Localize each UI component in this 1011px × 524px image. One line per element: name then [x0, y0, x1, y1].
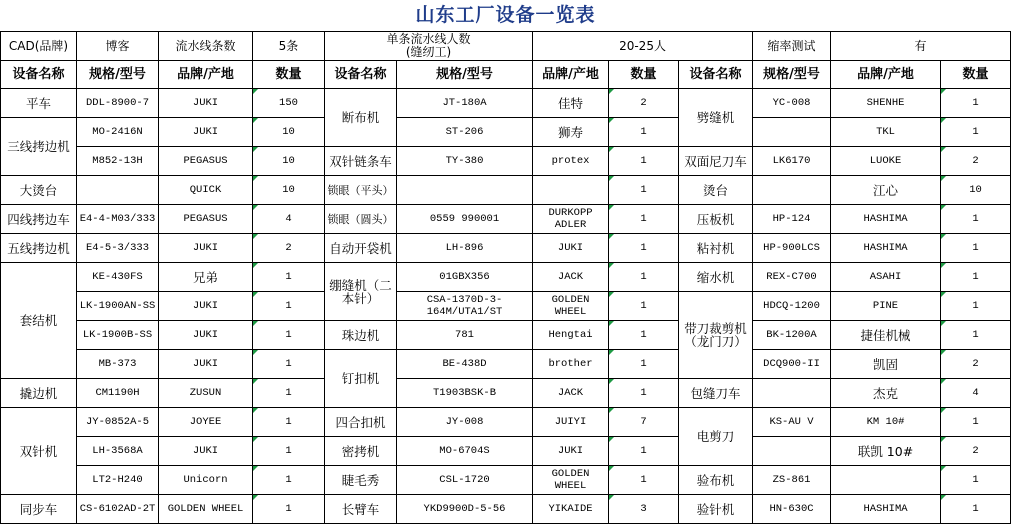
model-cell: JY-0852A-5 [77, 408, 159, 437]
brand-cell: 兄弟 [159, 263, 253, 292]
model-cell: ST-206 [397, 118, 533, 147]
shrinkage-test-value: 有 [831, 32, 1011, 61]
cad-value: 博客 [77, 32, 159, 61]
equipment-name-cell: 双面尼刀车 [679, 147, 753, 176]
model-cell: MO-6704S [397, 437, 533, 466]
quantity-cell: 1 [941, 292, 1011, 321]
brand-cell: KM 10# [831, 408, 941, 437]
equipment-name-cell: 缩水机 [679, 263, 753, 292]
table-row [1, 147, 1011, 176]
equipment-name-cell: 双针机 [1, 408, 77, 495]
shrinkage-test-label: 缩率测试 [753, 32, 831, 61]
equipment-name-cell: 同步车 [1, 495, 77, 524]
quantity-cell: 1 [253, 408, 325, 437]
table-row [1, 205, 1011, 234]
equipment-name-cell: 包缝刀车 [679, 379, 753, 408]
model-cell: REX-C700 [753, 263, 831, 292]
model-cell: HDCQ-1200 [753, 292, 831, 321]
model-cell: LT2-H240 [77, 466, 159, 495]
equipment-name-cell: 带刀裁剪机（龙门刀） [679, 292, 753, 379]
quantity-cell: 1 [253, 495, 325, 524]
quantity-cell: 1 [253, 466, 325, 495]
equipment-name-cell: 睫毛秀 [325, 466, 397, 495]
brand-cell: 狮寿 [533, 118, 609, 147]
brand-cell: DURKOPP ADLER [533, 205, 609, 234]
brand-cell: JUKI [159, 321, 253, 350]
equipment-name-cell: 珠边机 [325, 321, 397, 350]
header-model: 规格/型号 [397, 61, 533, 89]
equipment-name-cell: 验针机 [679, 495, 753, 524]
header-brand: 品牌/产地 [533, 61, 609, 89]
brand-cell: 捷佳机械 [831, 321, 941, 350]
brand-cell: JUKI [159, 437, 253, 466]
brand-cell: GOLDEN WHEEL [533, 466, 609, 495]
model-cell: KS-AU V [753, 408, 831, 437]
brand-cell: PINE [831, 292, 941, 321]
model-cell [753, 437, 831, 466]
brand-cell: JUKI [159, 350, 253, 379]
quantity-cell: 1 [253, 292, 325, 321]
brand-cell: JACK [533, 379, 609, 408]
equipment-name-cell: 长臂车 [325, 495, 397, 524]
header-brand: 品牌/产地 [831, 61, 941, 89]
quantity-cell: 1 [609, 350, 679, 379]
equipment-name-cell: 粘衬机 [679, 234, 753, 263]
quantity-cell: 2 [941, 437, 1011, 466]
table-row [1, 292, 1011, 321]
quantity-cell: 1 [941, 408, 1011, 437]
table-row [1, 379, 1011, 408]
quantity-cell: 1 [253, 379, 325, 408]
brand-cell: JACK [533, 263, 609, 292]
model-cell: CS-6102AD-2T [77, 495, 159, 524]
table-row [1, 495, 1011, 524]
workers-per-line-label-sub: (缝纫工) [405, 45, 452, 59]
workers-per-line-value: 20-25人 [533, 32, 753, 61]
model-cell: HP-124 [753, 205, 831, 234]
equipment-name-cell: 压板机 [679, 205, 753, 234]
equipment-name-cell: 撬边机 [1, 379, 77, 408]
quantity-cell: 2 [609, 89, 679, 118]
equipment-name-cell: 大烫台 [1, 176, 77, 205]
model-cell: 01GBX356 [397, 263, 533, 292]
info-row [1, 32, 1011, 61]
quantity-cell: 10 [253, 176, 325, 205]
quantity-cell: 1 [609, 205, 679, 234]
quantity-cell: 1 [253, 437, 325, 466]
header-quantity: 数量 [609, 61, 679, 89]
model-cell: HP-900LCS [753, 234, 831, 263]
quantity-cell: 1 [941, 234, 1011, 263]
quantity-cell: 10 [253, 118, 325, 147]
header-quantity: 数量 [941, 61, 1011, 89]
brand-cell: SHENHE [831, 89, 941, 118]
equipment-name-cell: 烫台 [679, 176, 753, 205]
table-row [1, 89, 1011, 118]
quantity-cell: 1 [609, 292, 679, 321]
workers-per-line-label [325, 32, 533, 61]
brand-cell: PEGASUS [159, 205, 253, 234]
brand-cell: JUKI [533, 437, 609, 466]
brand-cell: 联凯 10# [831, 437, 941, 466]
brand-cell [831, 466, 941, 495]
quantity-cell: 1 [609, 437, 679, 466]
model-cell: M852-13H [77, 147, 159, 176]
equipment-name-cell: 平车 [1, 89, 77, 118]
model-cell: T1903BSK-B [397, 379, 533, 408]
equipment-name-cell: 双针链条车 [325, 147, 397, 176]
header-model: 规格/型号 [753, 61, 831, 89]
cad-label: CAD(品牌) [1, 32, 77, 61]
quantity-cell: 1 [609, 118, 679, 147]
header-equipment-name: 设备名称 [325, 61, 397, 89]
brand-cell: ASAHI [831, 263, 941, 292]
quantity-cell: 3 [609, 495, 679, 524]
page-title: 山东工厂设备一览表 [415, 4, 596, 26]
brand-cell: Unicorn [159, 466, 253, 495]
equipment-name-cell: 四线拷边车 [1, 205, 77, 234]
equipment-name-cell: 劈缝机 [679, 89, 753, 147]
quantity-cell: 1 [253, 321, 325, 350]
model-cell: YKD9900D-5-56 [397, 495, 533, 524]
line-count-value: 5条 [253, 32, 325, 61]
brand-cell: JOYEE [159, 408, 253, 437]
quantity-cell: 10 [253, 147, 325, 176]
model-cell: LK-1900B-SS [77, 321, 159, 350]
equipment-name-cell: 套结机 [1, 263, 77, 379]
model-cell: 781 [397, 321, 533, 350]
quantity-cell: 1 [941, 89, 1011, 118]
quantity-cell: 2 [941, 147, 1011, 176]
brand-cell [533, 176, 609, 205]
brand-cell: YIKAIDE [533, 495, 609, 524]
quantity-cell: 7 [609, 408, 679, 437]
brand-cell: 佳特 [533, 89, 609, 118]
model-cell [397, 176, 533, 205]
model-cell: DCQ900-II [753, 350, 831, 379]
quantity-cell: 1 [609, 379, 679, 408]
table-row [1, 176, 1011, 205]
equipment-name-cell: 锁眼（圆头） [325, 205, 397, 234]
brand-cell: brother [533, 350, 609, 379]
brand-cell: GOLDEN WHEEL [159, 495, 253, 524]
equipment-name-cell: 锁眼（平头） [325, 176, 397, 205]
brand-cell: PEGASUS [159, 147, 253, 176]
model-cell: LK6170 [753, 147, 831, 176]
quantity-cell: 2 [941, 350, 1011, 379]
model-cell: CSA-1370D-3-164M/UTA1/ST [397, 292, 533, 321]
brand-cell: JUKI [159, 89, 253, 118]
header-quantity: 数量 [253, 61, 325, 89]
brand-cell: QUICK [159, 176, 253, 205]
model-cell: DDL-8900-7 [77, 89, 159, 118]
model-cell: LK-1900AN-SS [77, 292, 159, 321]
table-row [1, 118, 1011, 147]
brand-cell: 凯固 [831, 350, 941, 379]
header-row [1, 61, 1011, 89]
model-cell: JY-008 [397, 408, 533, 437]
equipment-name-cell: 钉扣机 [325, 350, 397, 408]
table-row [1, 466, 1011, 495]
equipment-name-cell: 验布机 [679, 466, 753, 495]
header-equipment-name: 设备名称 [679, 61, 753, 89]
model-cell: MO-2416N [77, 118, 159, 147]
brand-cell: 杰克 [831, 379, 941, 408]
model-cell: BE-438D [397, 350, 533, 379]
brand-cell: Hengtai [533, 321, 609, 350]
model-cell: LH-896 [397, 234, 533, 263]
quantity-cell: 1 [941, 495, 1011, 524]
brand-cell: JUKI [533, 234, 609, 263]
quantity-cell: 10 [941, 176, 1011, 205]
table-row [1, 437, 1011, 466]
quantity-cell: 1 [941, 321, 1011, 350]
quantity-cell: 1 [253, 350, 325, 379]
line-count-label: 流水线条数 [159, 32, 253, 61]
model-cell: JT-180A [397, 89, 533, 118]
header-equipment-name: 设备名称 [1, 61, 77, 89]
quantity-cell: 1 [609, 234, 679, 263]
brand-cell: LUOKE [831, 147, 941, 176]
model-cell: BK-1200A [753, 321, 831, 350]
quantity-cell: 1 [941, 466, 1011, 495]
header-brand: 品牌/产地 [159, 61, 253, 89]
equipment-name-cell: 断布机 [325, 89, 397, 147]
brand-cell: HASHIMA [831, 234, 941, 263]
model-cell: LH-3568A [77, 437, 159, 466]
brand-cell: GOLDEN WHEEL [533, 292, 609, 321]
brand-cell: TKL [831, 118, 941, 147]
equipment-name-cell: 五线拷边机 [1, 234, 77, 263]
model-cell: HN-630C [753, 495, 831, 524]
brand-cell: HASHIMA [831, 495, 941, 524]
model-cell: CM1190H [77, 379, 159, 408]
quantity-cell: 4 [941, 379, 1011, 408]
brand-cell: JUKI [159, 292, 253, 321]
quantity-cell: 1 [609, 176, 679, 205]
model-cell: KE-430FS [77, 263, 159, 292]
table-row [1, 263, 1011, 292]
equipment-name-cell: 密拷机 [325, 437, 397, 466]
model-cell: TY-380 [397, 147, 533, 176]
equipment-name-cell: 四合扣机 [325, 408, 397, 437]
model-cell [77, 176, 159, 205]
equipment-name-cell: 自动开袋机 [325, 234, 397, 263]
quantity-cell: 1 [941, 263, 1011, 292]
model-cell: 0559 990001 [397, 205, 533, 234]
quantity-cell: 1 [609, 466, 679, 495]
model-cell: E4-4-M03/333 [77, 205, 159, 234]
model-cell [753, 379, 831, 408]
equipment-name-cell: 三线拷边机 [1, 118, 77, 176]
quantity-cell: 150 [253, 89, 325, 118]
quantity-cell: 1 [609, 263, 679, 292]
quantity-cell: 2 [253, 234, 325, 263]
brand-cell: protex [533, 147, 609, 176]
table-row [1, 408, 1011, 437]
quantity-cell: 4 [253, 205, 325, 234]
quantity-cell: 1 [253, 263, 325, 292]
equipment-table [0, 31, 1011, 524]
header-model: 规格/型号 [77, 61, 159, 89]
model-cell: ZS-861 [753, 466, 831, 495]
model-cell: E4-5-3/333 [77, 234, 159, 263]
model-cell [753, 118, 831, 147]
quantity-cell: 1 [941, 205, 1011, 234]
brand-cell: ZUSUN [159, 379, 253, 408]
model-cell: YC-008 [753, 89, 831, 118]
table-row [1, 350, 1011, 379]
brand-cell: JUIYI [533, 408, 609, 437]
quantity-cell: 1 [609, 321, 679, 350]
equipment-name-cell: 电剪刀 [679, 408, 753, 466]
quantity-cell: 1 [609, 147, 679, 176]
model-cell [753, 176, 831, 205]
brand-cell: JUKI [159, 234, 253, 263]
model-cell: MB-373 [77, 350, 159, 379]
brand-cell: JUKI [159, 118, 253, 147]
brand-cell: HASHIMA [831, 205, 941, 234]
model-cell: CSL-1720 [397, 466, 533, 495]
equipment-name-cell: 绷缝机（二本针） [325, 263, 397, 321]
table-row [1, 321, 1011, 350]
brand-cell: 江心 [831, 176, 941, 205]
quantity-cell: 1 [941, 118, 1011, 147]
workers-per-line-label-main: 单条流水线人数 [386, 32, 471, 46]
table-row [1, 234, 1011, 263]
